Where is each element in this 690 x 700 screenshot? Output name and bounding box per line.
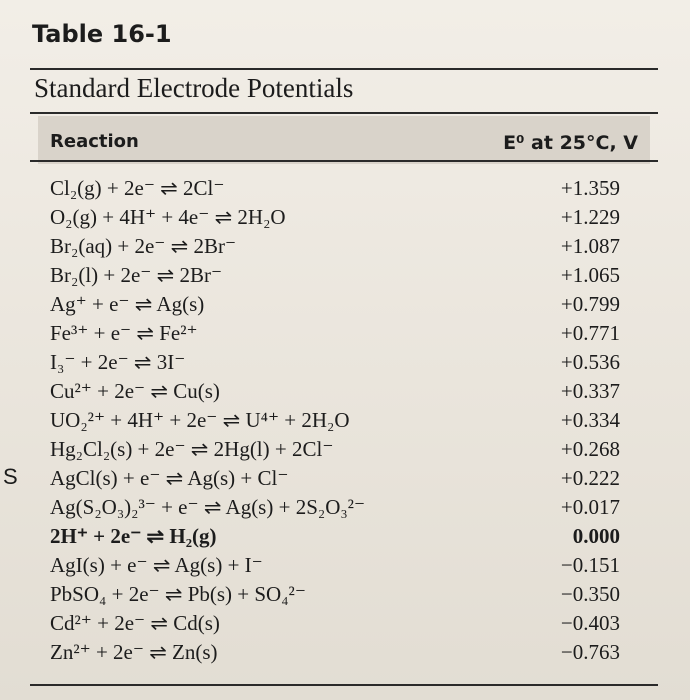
reaction-cell: Zn²⁺ + 2e⁻ ⇌ Zn(s): [50, 640, 218, 664]
top-rule: [30, 68, 658, 70]
table-row: [0, 203, 690, 232]
table-row: [0, 551, 690, 580]
table-row: [0, 232, 690, 261]
table-row: [0, 580, 690, 609]
column-header-reaction: Reaction: [50, 131, 139, 152]
reaction-cell: Fe³⁺ + e⁻ ⇌ Fe²⁺: [50, 321, 198, 345]
potential-cell: +0.017: [560, 495, 620, 519]
table-row: [0, 638, 690, 667]
table-row: [0, 377, 690, 406]
potential-cell: +0.337: [560, 379, 620, 403]
potential-cell: +0.222: [560, 466, 620, 490]
table-row: [0, 493, 690, 522]
reaction-cell: Ag(S₂O₃)₂³⁻ + e⁻ ⇌ Ag(s) + 2S₂O₃²⁻: [50, 495, 366, 519]
reaction-cell: Br₂(l) + 2e⁻ ⇌ 2Br⁻: [50, 263, 223, 287]
potential-cell: −0.151: [560, 553, 620, 577]
reaction-cell: PbSO₄ + 2e⁻ ⇌ Pb(s) + SO₄²⁻: [50, 582, 306, 606]
table-row: [0, 174, 690, 203]
reaction-cell: UO₂²⁺ + 4H⁺ + 2e⁻ ⇌ U⁴⁺ + 2H₂O: [50, 408, 350, 432]
bottom-rule: [30, 684, 658, 686]
margin-mark: S: [3, 464, 18, 489]
table-row: [0, 464, 690, 493]
reaction-cell: 2H⁺ + 2e⁻ ⇌ H₂(g): [50, 524, 217, 548]
reaction-cell: Ag⁺ + e⁻ ⇌ Ag(s): [50, 292, 205, 316]
potential-cell: +1.087: [560, 234, 620, 258]
table-row: [0, 348, 690, 377]
reaction-cell: Br₂(aq) + 2e⁻ ⇌ 2Br⁻: [50, 234, 237, 258]
table-body: [0, 174, 690, 667]
table-row: [0, 319, 690, 348]
reaction-cell: Cu²⁺ + 2e⁻ ⇌ Cu(s): [50, 379, 220, 403]
reaction-cell: Cd²⁺ + 2e⁻ ⇌ Cd(s): [50, 611, 220, 635]
potential-cell: −0.763: [560, 640, 620, 664]
potential-cell: 0.000: [572, 524, 620, 548]
potential-cell: +0.771: [560, 321, 620, 345]
reaction-cell: AgI(s) + e⁻ ⇌ Ag(s) + I⁻: [50, 553, 263, 577]
table-title: Standard Electrode Potentials: [34, 73, 354, 103]
potential-cell: +0.536: [560, 350, 620, 374]
reaction-cell: AgCl(s) + e⁻ ⇌ Ag(s) + Cl⁻: [50, 466, 289, 490]
table-row: [0, 609, 690, 638]
potential-cell: +0.799: [560, 292, 620, 316]
potential-cell: +0.268: [560, 437, 620, 461]
table-row: [0, 406, 690, 435]
potential-cell: −0.403: [560, 611, 620, 635]
potential-cell: +1.065: [560, 263, 620, 287]
potential-cell: +1.359: [560, 176, 620, 200]
reaction-cell: Hg₂Cl₂(s) + 2e⁻ ⇌ 2Hg(l) + 2Cl⁻: [50, 437, 334, 461]
header-bottom-rule: [30, 160, 658, 162]
reaction-cell: Cl₂(g) + 2e⁻ ⇌ 2Cl⁻: [50, 176, 225, 200]
table-row: [0, 290, 690, 319]
column-header-potential: E⁰ at 25°C, V: [503, 132, 638, 154]
potential-cell: +1.229: [560, 205, 620, 229]
reaction-cell: O₂(g) + 4H⁺ + 4e⁻ ⇌ 2H₂O: [50, 205, 286, 229]
table-row: [0, 261, 690, 290]
reaction-cell: I₃⁻ + 2e⁻ ⇌ 3I⁻: [50, 350, 186, 374]
header-top-rule: [30, 112, 658, 114]
table-number: Table 16-1: [32, 20, 172, 48]
potential-cell: +0.334: [560, 408, 620, 432]
table-row-reference: [0, 522, 690, 551]
potential-cell: −0.350: [560, 582, 620, 606]
table-row: [0, 435, 690, 464]
